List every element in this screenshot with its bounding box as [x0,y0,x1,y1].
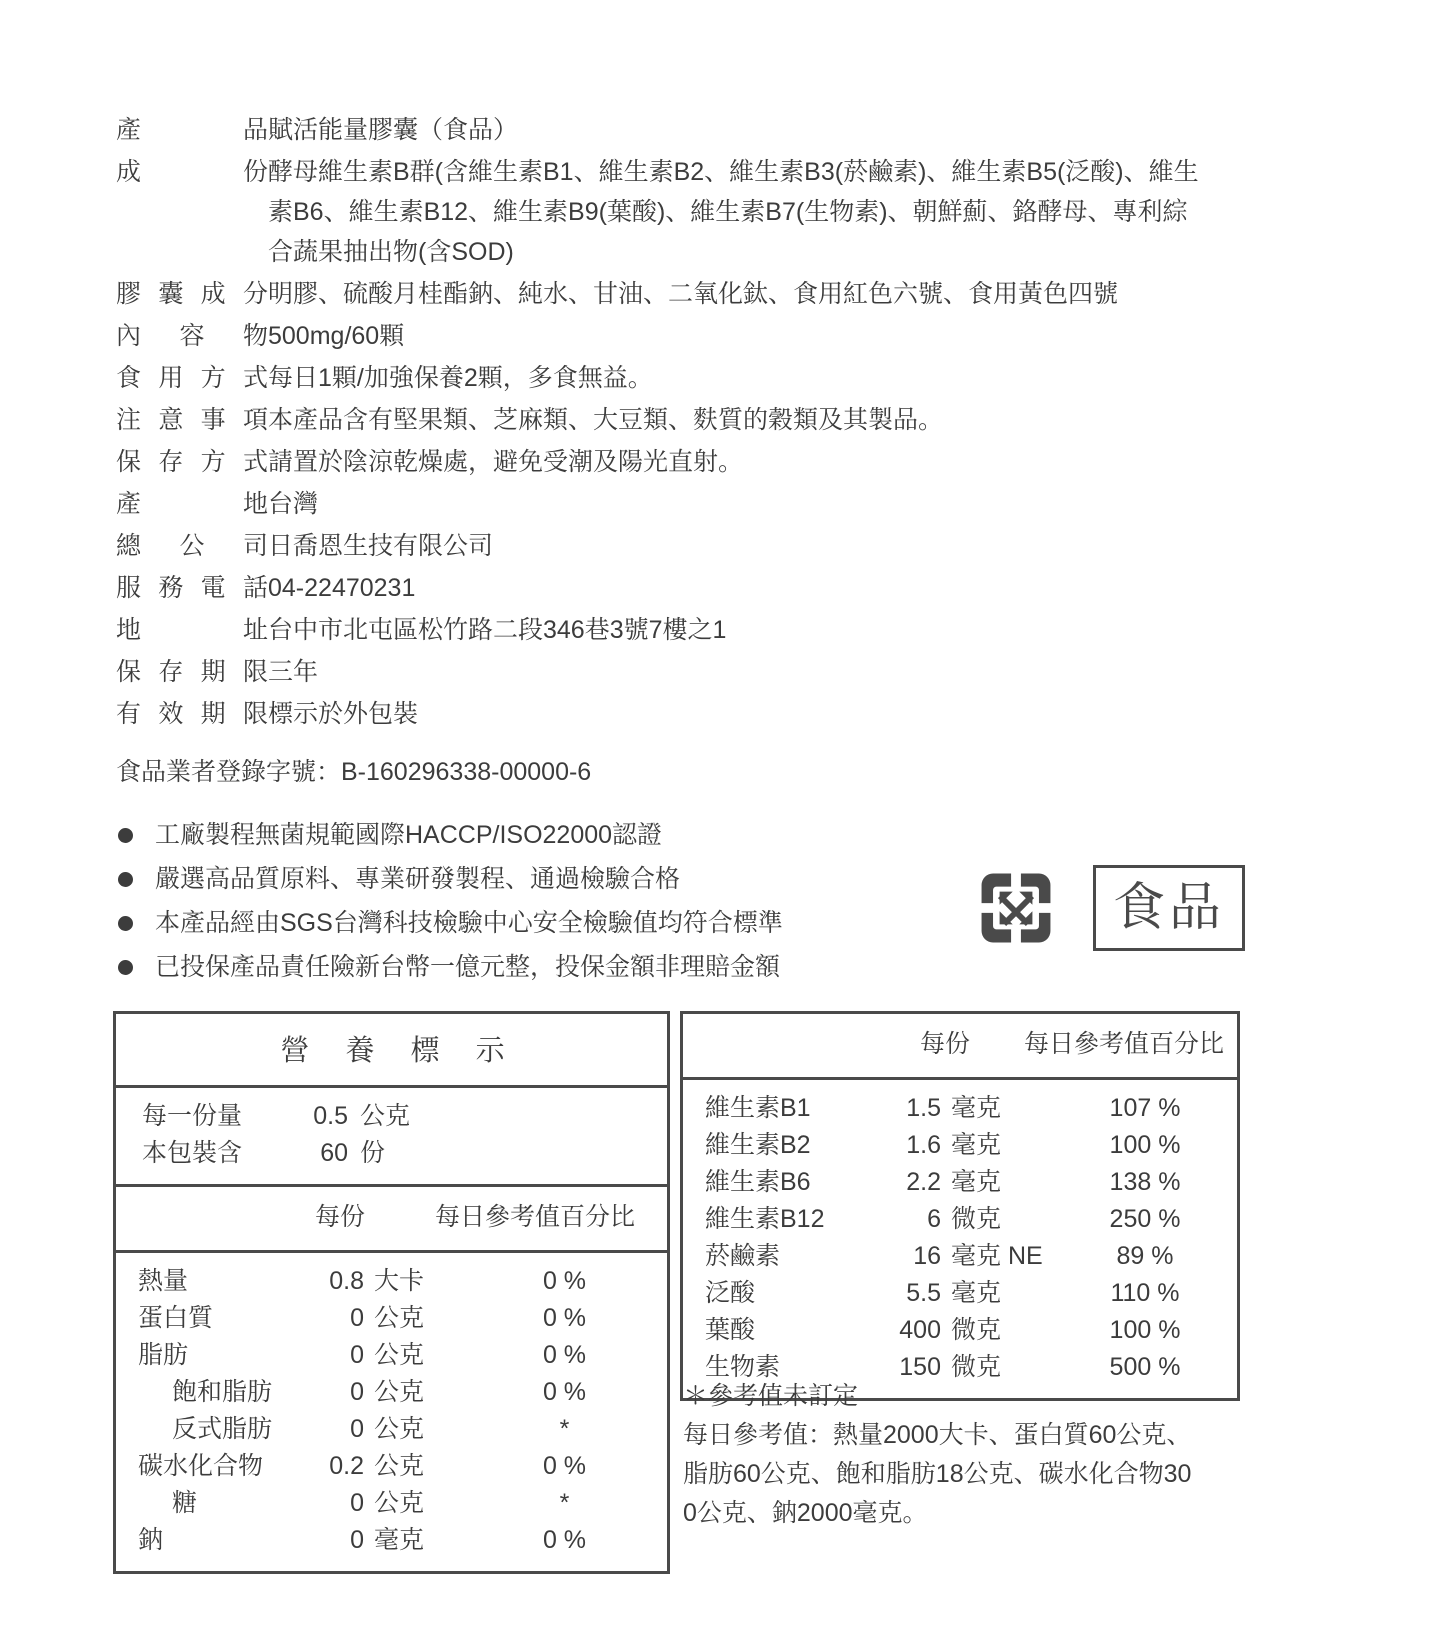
serving-row [116,1135,667,1172]
info-row-label [116,568,268,608]
vitamin-rows [683,1080,1237,1398]
bullet-text: 已投保產品責任險新台幣一億元整，投保金額非理賠金額 [155,953,781,981]
info-label-char: 成 [200,280,226,308]
info-row [116,110,1316,150]
info-label-char: 務 [158,574,184,602]
vitamin-table-row [683,1201,1237,1238]
vitamin-daily-value: 100 % [1109,1316,1181,1344]
bullet-dot-icon [118,872,133,887]
info-row [116,358,1316,398]
vitamin-table-row [683,1312,1237,1349]
nutrition-facts-table [113,1011,670,1574]
vitamin-value: 5.5 [906,1279,941,1307]
info-label-char: 存 [158,448,184,476]
serving-row-unit: 公克 [360,1102,411,1130]
nutrient-unit: 公克 [374,1489,425,1517]
food-label-mark [1093,865,1245,951]
bullet-dot-icon [118,916,133,931]
nutrition-table-row [116,1300,667,1337]
footnote-line: 每日參考值：熱量2000大卡、蛋白質60公克、 [683,1421,1192,1449]
vitamin-daily-value: 500 % [1109,1353,1181,1381]
info-value-line: 04-22470231 [268,574,416,602]
info-row-label [116,526,268,566]
vitamin-name: 泛酸 [705,1279,756,1307]
nutrient-value: 0.2 [329,1452,364,1480]
info-label-char: 份 [242,158,268,186]
info-row-label [116,110,268,150]
bullet-item [118,813,783,857]
info-row-value [268,652,1316,692]
vitamin-name: 葉酸 [705,1316,756,1344]
serving-row-unit: 份 [360,1139,386,1167]
info-row [116,442,1316,482]
info-row-value [268,568,1316,608]
bullet-text: 嚴選高品質原料、專業研發製程、通過檢驗合格 [155,865,681,893]
nutrition-table-row [116,1522,667,1559]
bullet-dot-icon [118,960,133,975]
serving-row-value: 60 [320,1139,348,1167]
info-row-value [268,694,1316,734]
certification-bullet-list [118,813,783,989]
nutrition-rows [116,1253,667,1571]
info-value-line: 合蔬果抽出物(含SOD) [268,238,514,266]
info-label-char: 產 [116,116,142,144]
info-row-value [268,400,1316,440]
info-value-line: 賦活能量膠囊（食品） [268,116,519,144]
nutrition-table-row [116,1337,667,1374]
nutrient-daily-value: 0 % [542,1378,587,1406]
nutrient-name: 碳水化合物 [138,1452,264,1480]
column-header-daily-value: 每日參考值百分比 [435,1203,636,1231]
info-label-char: 食 [116,364,142,392]
info-row-label [116,274,268,314]
vitamin-table-row [683,1164,1237,1201]
certification-marks [975,865,1245,951]
info-row [116,274,1316,314]
info-row-label [116,316,268,356]
info-label-char: 注 [116,406,142,434]
serving-row [116,1098,667,1135]
nutrition-table-row [116,1374,667,1411]
info-label-char: 品 [242,116,268,144]
nutrition-table-row [116,1263,667,1300]
info-label-char: 服 [116,574,142,602]
info-value-line: 請置於陰涼乾燥處，避免受潮及陽光直射。 [268,448,744,476]
info-label-char: 地 [242,490,268,518]
vitamin-daily-value: 138 % [1109,1168,1181,1196]
recycle-mark-icon [975,867,1057,949]
vitamin-name: 維生素B2 [705,1131,811,1159]
info-label-char: 話 [242,574,268,602]
nutrient-unit: 公克 [374,1341,425,1369]
info-value-line: 標示於外包裝 [268,700,419,728]
info-value-line: 素B6、維生素B12、維生素B9(葉酸)、維生素B7(生物素)、朝鮮薊、鉻酵母、專利綜 [268,198,1188,226]
nutrition-table-row [116,1448,667,1485]
nutrient-unit: 公克 [374,1415,425,1443]
vitamin-value: 6 [927,1205,941,1233]
info-row-value [268,110,1316,150]
info-label-char: 總 [116,532,142,560]
bullet-text: 工廠製程無菌規範國際HACCP/ISO22000認證 [155,821,663,849]
vitamin-daily-value: 250 % [1109,1205,1181,1233]
info-row-value [268,610,1316,650]
vitamin-value: 400 [899,1316,941,1344]
bullet-text: 本產品經由SGS台灣科技檢驗中心安全檢驗值均符合標準 [155,909,783,937]
vitamin-table-row [683,1127,1237,1164]
vitamin-daily-value: 107 % [1109,1094,1181,1122]
vitamin-daily-value: 100 % [1109,1131,1181,1159]
info-label-char: 式 [242,364,268,392]
info-label-char: 事 [200,406,226,434]
bullet-item [118,901,783,945]
info-row [116,652,1316,692]
info-row-label [116,358,268,398]
info-label-char: 分 [242,280,268,308]
info-label-char: 期 [200,700,226,728]
vitamin-name: 維生素B1 [705,1094,811,1122]
nutrient-value: 0 [350,1526,364,1554]
nutrient-name: 反式脂肪 [172,1415,273,1443]
footnote-line: ＊參考值未訂定 [683,1382,859,1410]
nutrient-name: 熱量 [138,1267,189,1295]
nutrient-daily-value: 0 % [542,1452,587,1480]
vitamin-table-row [683,1238,1237,1275]
column-header-per-serving: 每份 [919,1030,970,1058]
info-label-char: 期 [200,658,226,686]
nutrient-daily-value: 0 % [542,1341,587,1369]
nutrient-unit: 公克 [374,1378,425,1406]
vitamin-daily-value: 89 % [1116,1242,1174,1270]
info-label-char: 方 [200,448,226,476]
nutrient-unit: 大卡 [374,1267,425,1295]
info-row-value [268,442,1316,482]
info-row-label [116,652,268,692]
nutrient-daily-value: * [559,1489,570,1517]
info-value-line: 明膠、硫酸月桂酯鈉、純水、甘油、二氧化鈦、食用紅色六號、食用黃色四號 [268,280,1119,308]
vitamin-unit: 毫克 [951,1168,1002,1196]
nutrient-unit: 公克 [374,1452,425,1480]
info-value-line: 台灣 [268,490,319,518]
info-row-value [268,152,1316,272]
serving-row-label: 每一份量 [142,1102,243,1130]
nutrient-daily-value: * [559,1415,570,1443]
info-label-char: 有 [116,700,142,728]
info-row-value [268,484,1316,524]
info-label-char: 方 [200,364,226,392]
nutrient-value: 0 [350,1304,364,1332]
info-value-line: 500mg/60顆 [268,322,405,350]
vitamin-unit: 微克 [951,1205,1002,1233]
food-business-registration-number: 食品業者登錄字號：B-160296338-00000-6 [116,758,592,786]
vitamin-value: 1.5 [906,1094,941,1122]
nutrition-footnotes [683,1377,1263,1533]
product-info-block [116,110,1316,736]
nutrient-value: 0.8 [329,1267,364,1295]
vitamin-column-headers [683,1014,1237,1077]
nutrient-name: 鈉 [138,1526,164,1554]
footnote-line: 0公克、鈉2000毫克。 [683,1499,928,1527]
nutrient-daily-value: 0 % [542,1526,587,1554]
info-row-value [268,274,1316,314]
bullet-dot-icon [118,828,133,843]
vitamin-unit: 毫克 [951,1131,1002,1159]
column-header-daily-value: 每日參考值百分比 [1023,1030,1224,1058]
info-label-char: 內 [116,322,142,350]
vitamin-value: 150 [899,1353,941,1381]
spacer [116,1199,315,1236]
nutrient-value: 0 [350,1415,364,1443]
nutrient-value: 0 [350,1341,364,1369]
info-label-char: 公 [179,532,205,560]
info-label-char: 司 [242,532,268,560]
info-row-label [116,442,268,482]
vitamin-name: 維生素B12 [705,1205,825,1233]
vitamin-table-row [683,1090,1237,1127]
info-value-line: 台中市北屯區松竹路二段346巷3號7樓之1 [268,616,727,644]
info-label-char: 地 [116,616,142,644]
vitamin-daily-value: 110 % [1110,1279,1180,1307]
nutrient-name: 飽和脂肪 [172,1378,273,1406]
info-label-char: 電 [200,574,226,602]
bullet-item [118,945,783,989]
info-label-char: 項 [242,406,268,434]
info-row-label [116,694,268,734]
info-label-char: 效 [158,700,184,728]
info-label-char: 容 [179,322,205,350]
nutrient-daily-value: 0 % [542,1267,587,1295]
nutrient-value: 0 [350,1489,364,1517]
info-label-char: 存 [158,658,184,686]
info-row-label [116,152,268,192]
info-label-char: 保 [116,448,142,476]
info-row-value [268,316,1316,356]
info-row-label [116,400,268,440]
food-label-mark-text: 食品 [1112,879,1225,937]
bullet-item [118,857,783,901]
vitamin-unit: 毫克 [951,1094,1002,1122]
footnote-line: 脂肪60公克、飽和脂肪18公克、碳水化合物30 [683,1460,1192,1488]
nutrient-unit: 公克 [374,1304,425,1332]
info-label-char: 物 [242,322,268,350]
info-label-char: 址 [242,616,268,644]
info-row [116,694,1316,734]
info-row-label [116,484,268,524]
info-row [116,152,1316,272]
nutrient-daily-value: 0 % [542,1304,587,1332]
vitamin-unit: 毫克 [951,1279,1002,1307]
nutrient-name: 脂肪 [138,1341,189,1369]
nutrient-name: 糖 [172,1489,198,1517]
serving-size-block [116,1088,667,1184]
nutrient-name: 蛋白質 [138,1304,214,1332]
vitamin-unit: 微克 [951,1316,1002,1344]
spacer [683,1026,869,1063]
info-row-label [116,610,268,650]
vitamin-name: 維生素B6 [705,1168,811,1196]
serving-row-label: 本包裝含 [142,1139,243,1167]
info-row-value [268,526,1316,566]
info-label-char: 產 [116,490,142,518]
vitamin-name: 生物素 [705,1353,781,1381]
vitamin-value: 2.2 [906,1168,941,1196]
info-row [116,316,1316,356]
info-row [116,484,1316,524]
vitamin-table-row [683,1275,1237,1312]
info-value-line: 三年 [268,658,319,686]
info-row [116,526,1316,566]
info-label-char: 囊 [158,280,184,308]
info-value-line: 本產品含有堅果類、芝麻類、大豆類、麩質的穀類及其製品。 [268,406,944,434]
column-header-per-serving: 每份 [315,1203,366,1231]
info-row [116,568,1316,608]
nutrition-column-headers [116,1187,667,1250]
info-row [116,400,1316,440]
info-label-char: 式 [242,448,268,476]
nutrient-unit: 毫克 [374,1526,425,1554]
vitamin-unit: 微克 [951,1353,1002,1381]
nutrition-table-row [116,1411,667,1448]
vitamin-value: 16 [913,1242,941,1270]
info-label-char: 限 [242,658,268,686]
nutrition-table-row [116,1485,667,1522]
info-row [116,610,1316,650]
info-row-value [268,358,1316,398]
info-value-line: 日喬恩生技有限公司 [268,532,494,560]
vitamin-facts-table [680,1011,1240,1401]
serving-row-value: 0.5 [313,1102,348,1130]
vitamin-value: 1.6 [906,1131,941,1159]
vitamin-name: 菸鹼素 [705,1242,781,1270]
info-label-char: 限 [242,700,268,728]
nutrition-table-title: 營 養 標 示 [280,1035,519,1067]
info-label-char: 用 [158,364,184,392]
info-value-line: 酵母維生素B群(含維生素B1、維生素B2、維生素B3(菸鹼素)、維生素B5(泛酸)、維生 [268,158,1199,186]
info-label-char: 成 [116,158,142,186]
info-label-char: 膠 [116,280,142,308]
info-label-char: 意 [158,406,184,434]
vitamin-unit: 毫克 NE [951,1242,1043,1270]
nutrient-value: 0 [350,1378,364,1406]
info-label-char: 保 [116,658,142,686]
info-value-line: 每日1顆/加強保養2顆，多食無益。 [268,364,653,392]
